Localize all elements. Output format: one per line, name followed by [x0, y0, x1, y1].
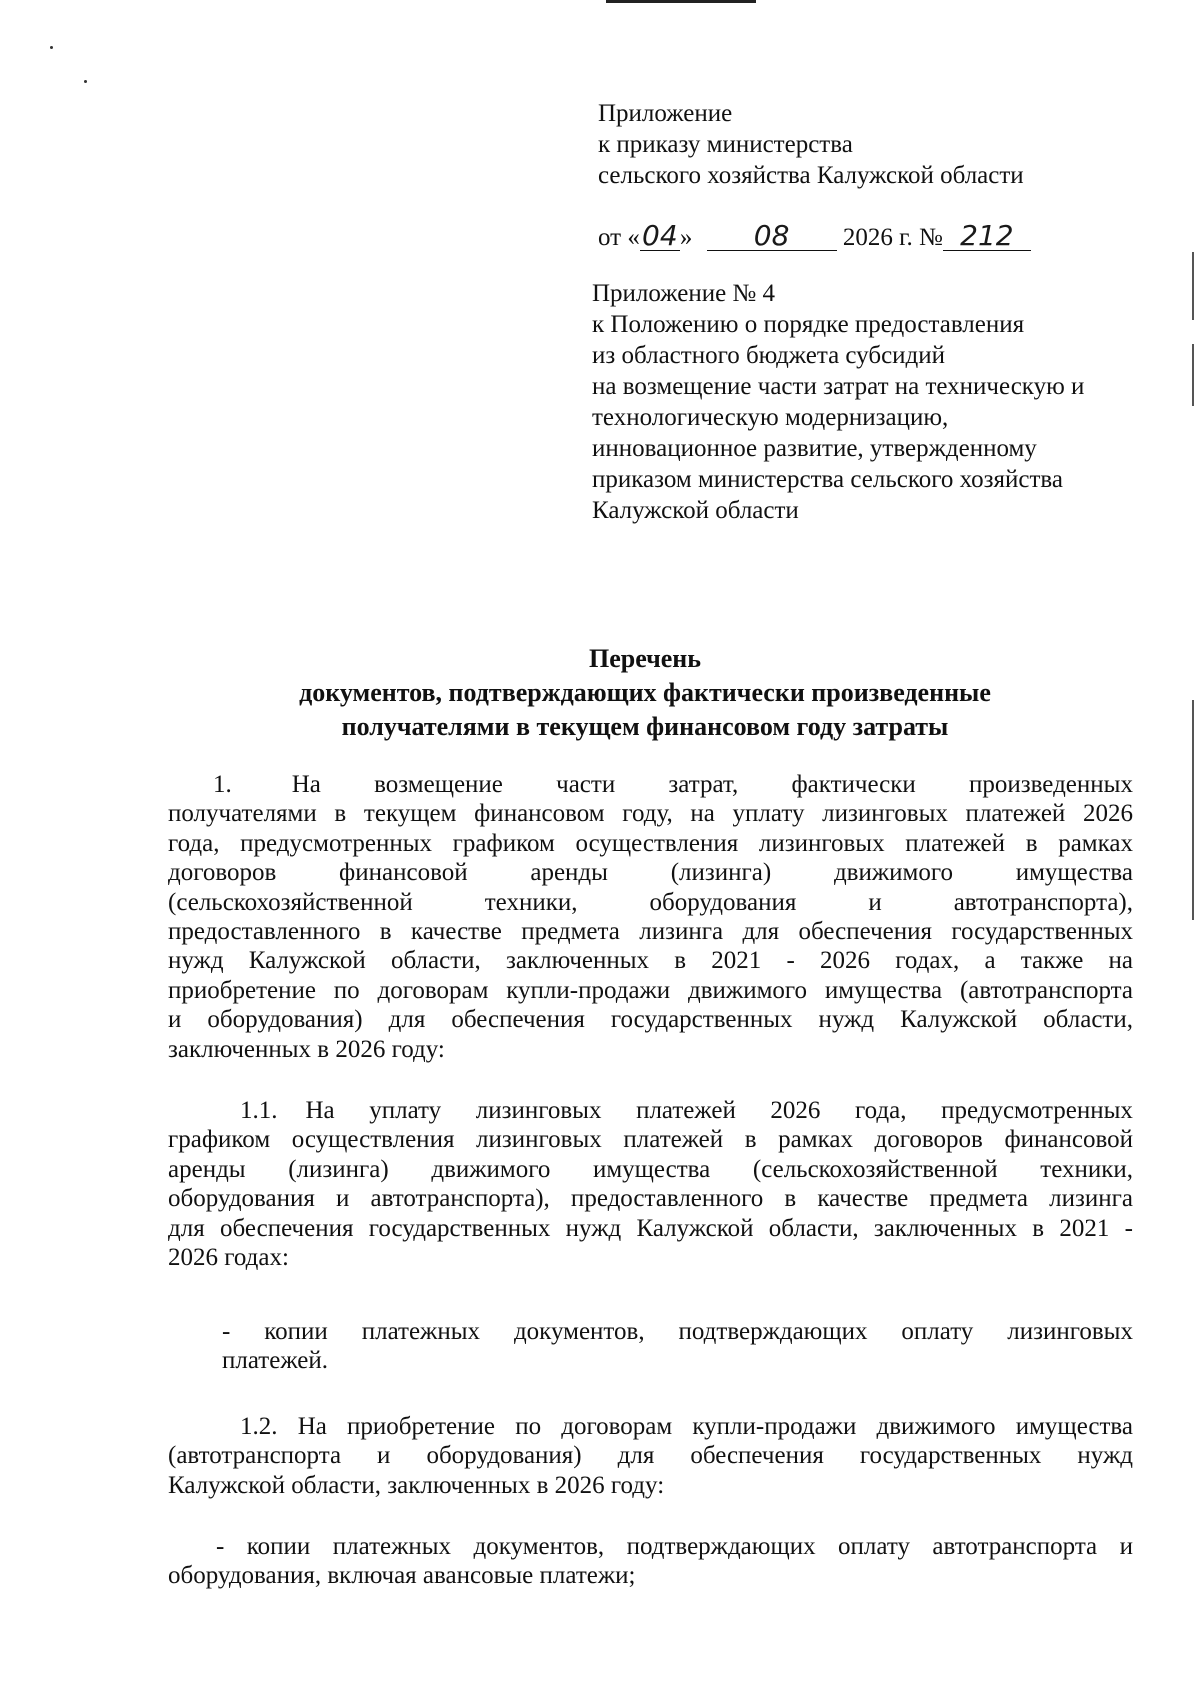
order-year-label: 2026 г. №: [842, 224, 943, 251]
paragraph-word: договоров: [168, 859, 277, 887]
paragraph-word: обеспечения: [690, 1442, 824, 1470]
paragraph-word: движимого: [431, 1155, 551, 1183]
paragraph-word: (автотранспорта: [168, 1442, 342, 1470]
paragraph-word: (сельскохозяйственной: [752, 1155, 998, 1183]
paragraph-word: 2026: [770, 1097, 821, 1124]
paragraph-line: [168, 858, 1133, 887]
paragraph-line: [168, 770, 1133, 799]
paragraph-word: (лизинга): [288, 1155, 389, 1183]
paragraph-line: и оборудования) для обеспечения государственных нужд Калужской области,: [168, 1006, 1133, 1034]
paragraph-word: года,: [855, 1097, 907, 1124]
paragraph-word: имущества: [592, 1155, 711, 1183]
paragraph-word: -: [222, 1318, 231, 1345]
paragraph-line: 2026 годах:: [168, 1243, 289, 1271]
paragraph-line: 1.2. На приобретение по договорам купли-продажи движимого имущества: [240, 1413, 1133, 1440]
paragraph-word: оборудования: [649, 888, 797, 916]
order-day-handwritten: 04: [640, 222, 680, 251]
paragraph-line: предоставленного в качестве предмета лизинга для обеспечения государственных: [168, 917, 1133, 945]
annex4-line: на возмещение части затрат на техническую и: [592, 373, 1085, 400]
paragraph-word: 1.1.: [240, 1097, 278, 1124]
paragraph-line: графиком осуществления лизинговых платежей в рамках договоров финансовой: [168, 1126, 1133, 1154]
paragraph-word: движимого: [833, 859, 953, 887]
annex4-header: [592, 278, 1152, 526]
paragraph-line: оборудования и автотранспорта), предоставленного в качестве предмета лизинга: [168, 1185, 1133, 1213]
annex4-line: из областного бюджета субсидий: [592, 342, 946, 369]
paragraph-line: Калужской области, заключенных в 2026 году:: [168, 1471, 665, 1499]
paragraph-line: [168, 1096, 1133, 1125]
paragraph-line: [168, 888, 1133, 917]
paragraph-line: - копии платежных документов, подтверждающих оплату автотранспорта и: [216, 1533, 1133, 1560]
paragraph-word: подтверждающих: [678, 1318, 868, 1345]
appendix-line: сельского хозяйства Калужской области: [598, 162, 1024, 189]
appendix-line: к приказу министерства: [598, 131, 853, 158]
paragraph-line: [222, 1317, 1133, 1346]
scan-artifact-edge: [1192, 252, 1194, 320]
title-line: документов, подтверждающих фактически произведенные: [299, 678, 991, 707]
paragraph-1: [168, 770, 1133, 1064]
document-title: [150, 642, 1140, 744]
paragraph-word: произведенных: [969, 771, 1133, 798]
paragraph-line: оборудования, включая авансовые платежи;: [168, 1562, 636, 1590]
paragraph-word: На: [305, 1097, 335, 1124]
paragraph-word: аренды: [168, 1155, 246, 1183]
annex4-line: к Положению о порядке предоставления: [592, 311, 1025, 338]
appendix-header: [598, 98, 1138, 191]
scan-artifact-dot: [84, 80, 87, 83]
paragraph-word: возмещение: [374, 771, 503, 798]
paragraph-line: нужд Калужской области, заключенных в 2021 - 2026 годах, а также на: [168, 947, 1133, 975]
scan-artifact-line: [606, 0, 756, 3]
appendix-line: Приложение: [598, 100, 733, 127]
scan-artifact-edge: [1192, 700, 1194, 920]
paragraph-line: года, предусмотренных графиком осуществления лизинговых платежей в рамках: [168, 829, 1133, 857]
annex4-line: технологическую модернизацию,: [592, 404, 949, 431]
paragraph-word: аренды: [530, 859, 608, 887]
bullet-1-2: [168, 1532, 1133, 1591]
paragraph-word: 1.: [213, 771, 232, 798]
paragraph-line: платежей.: [222, 1347, 328, 1375]
paragraph-word: лизинговых: [475, 1097, 602, 1124]
paragraph-word: (сельскохозяйственной: [168, 888, 413, 916]
title-line: получателями в текущем финансовом году затраты: [341, 712, 949, 741]
scan-artifact-dot: [50, 46, 53, 49]
paragraph-1-2: [168, 1412, 1133, 1500]
annex4-line: приказом министерства сельского хозяйства: [592, 466, 1063, 493]
paragraph-word: государственных: [859, 1442, 1042, 1470]
paragraph-word: оборудования): [426, 1442, 582, 1470]
paragraph-word: техники,: [484, 888, 578, 916]
paragraph-word: автотранспорта),: [953, 888, 1133, 916]
order-date-number-line: [598, 219, 1118, 258]
paragraph-word: копии: [264, 1318, 328, 1345]
paragraph-word: документов,: [513, 1318, 645, 1345]
annex4-line: инновационное развитие, утвержденному: [592, 435, 1037, 462]
paragraph-word: имущества: [1015, 859, 1133, 887]
order-month-handwritten: 08: [707, 222, 837, 251]
paragraph-word: платежных: [361, 1318, 480, 1345]
bullet-1-1: [222, 1317, 1133, 1376]
paragraph-1-1: [168, 1096, 1133, 1272]
paragraph-word: и: [377, 1442, 391, 1470]
order-prefix: от «: [598, 224, 640, 251]
paragraph-word: платежей: [636, 1097, 736, 1124]
annex4-line: Приложение № 4: [592, 280, 776, 307]
paragraph-word: техники,: [1040, 1155, 1133, 1183]
paragraph-word: фактически: [791, 771, 916, 798]
paragraph-word: На: [291, 771, 321, 798]
paragraph-word: (лизинга): [670, 859, 772, 887]
paragraph-word: лизинговых: [1007, 1318, 1133, 1345]
paragraph-line: приобретение по договорам купли-продажи движимого имущества (автотранспорта: [168, 976, 1133, 1004]
paragraph-word: нужд: [1077, 1442, 1133, 1470]
order-number-handwritten: 212: [943, 222, 1031, 251]
paragraph-word: уплату: [369, 1097, 442, 1124]
annex4-line: Калужской области: [592, 497, 799, 524]
title-line: Перечень: [588, 644, 702, 673]
paragraph-word: финансовой: [339, 859, 468, 887]
paragraph-word: оплату: [901, 1318, 974, 1345]
paragraph-word: затрат,: [668, 771, 739, 798]
paragraph-word: для: [617, 1442, 655, 1470]
paragraph-word: и: [868, 888, 882, 916]
paragraph-line: получателями в текущем финансовом году, на уплату лизинговых платежей 2026: [168, 800, 1133, 828]
paragraph-line: [168, 1441, 1133, 1470]
order-day-close: »: [679, 224, 693, 251]
paragraph-line: для обеспечения государственных нужд Калужской области, заключенных в 2021 -: [168, 1214, 1133, 1242]
paragraph-line: [168, 1155, 1133, 1184]
paragraph-line: заключенных в 2026 году:: [168, 1035, 445, 1063]
paragraph-word: части: [556, 771, 616, 798]
scan-artifact-edge: [1192, 344, 1194, 406]
paragraph-word: предусмотренных: [941, 1097, 1133, 1124]
